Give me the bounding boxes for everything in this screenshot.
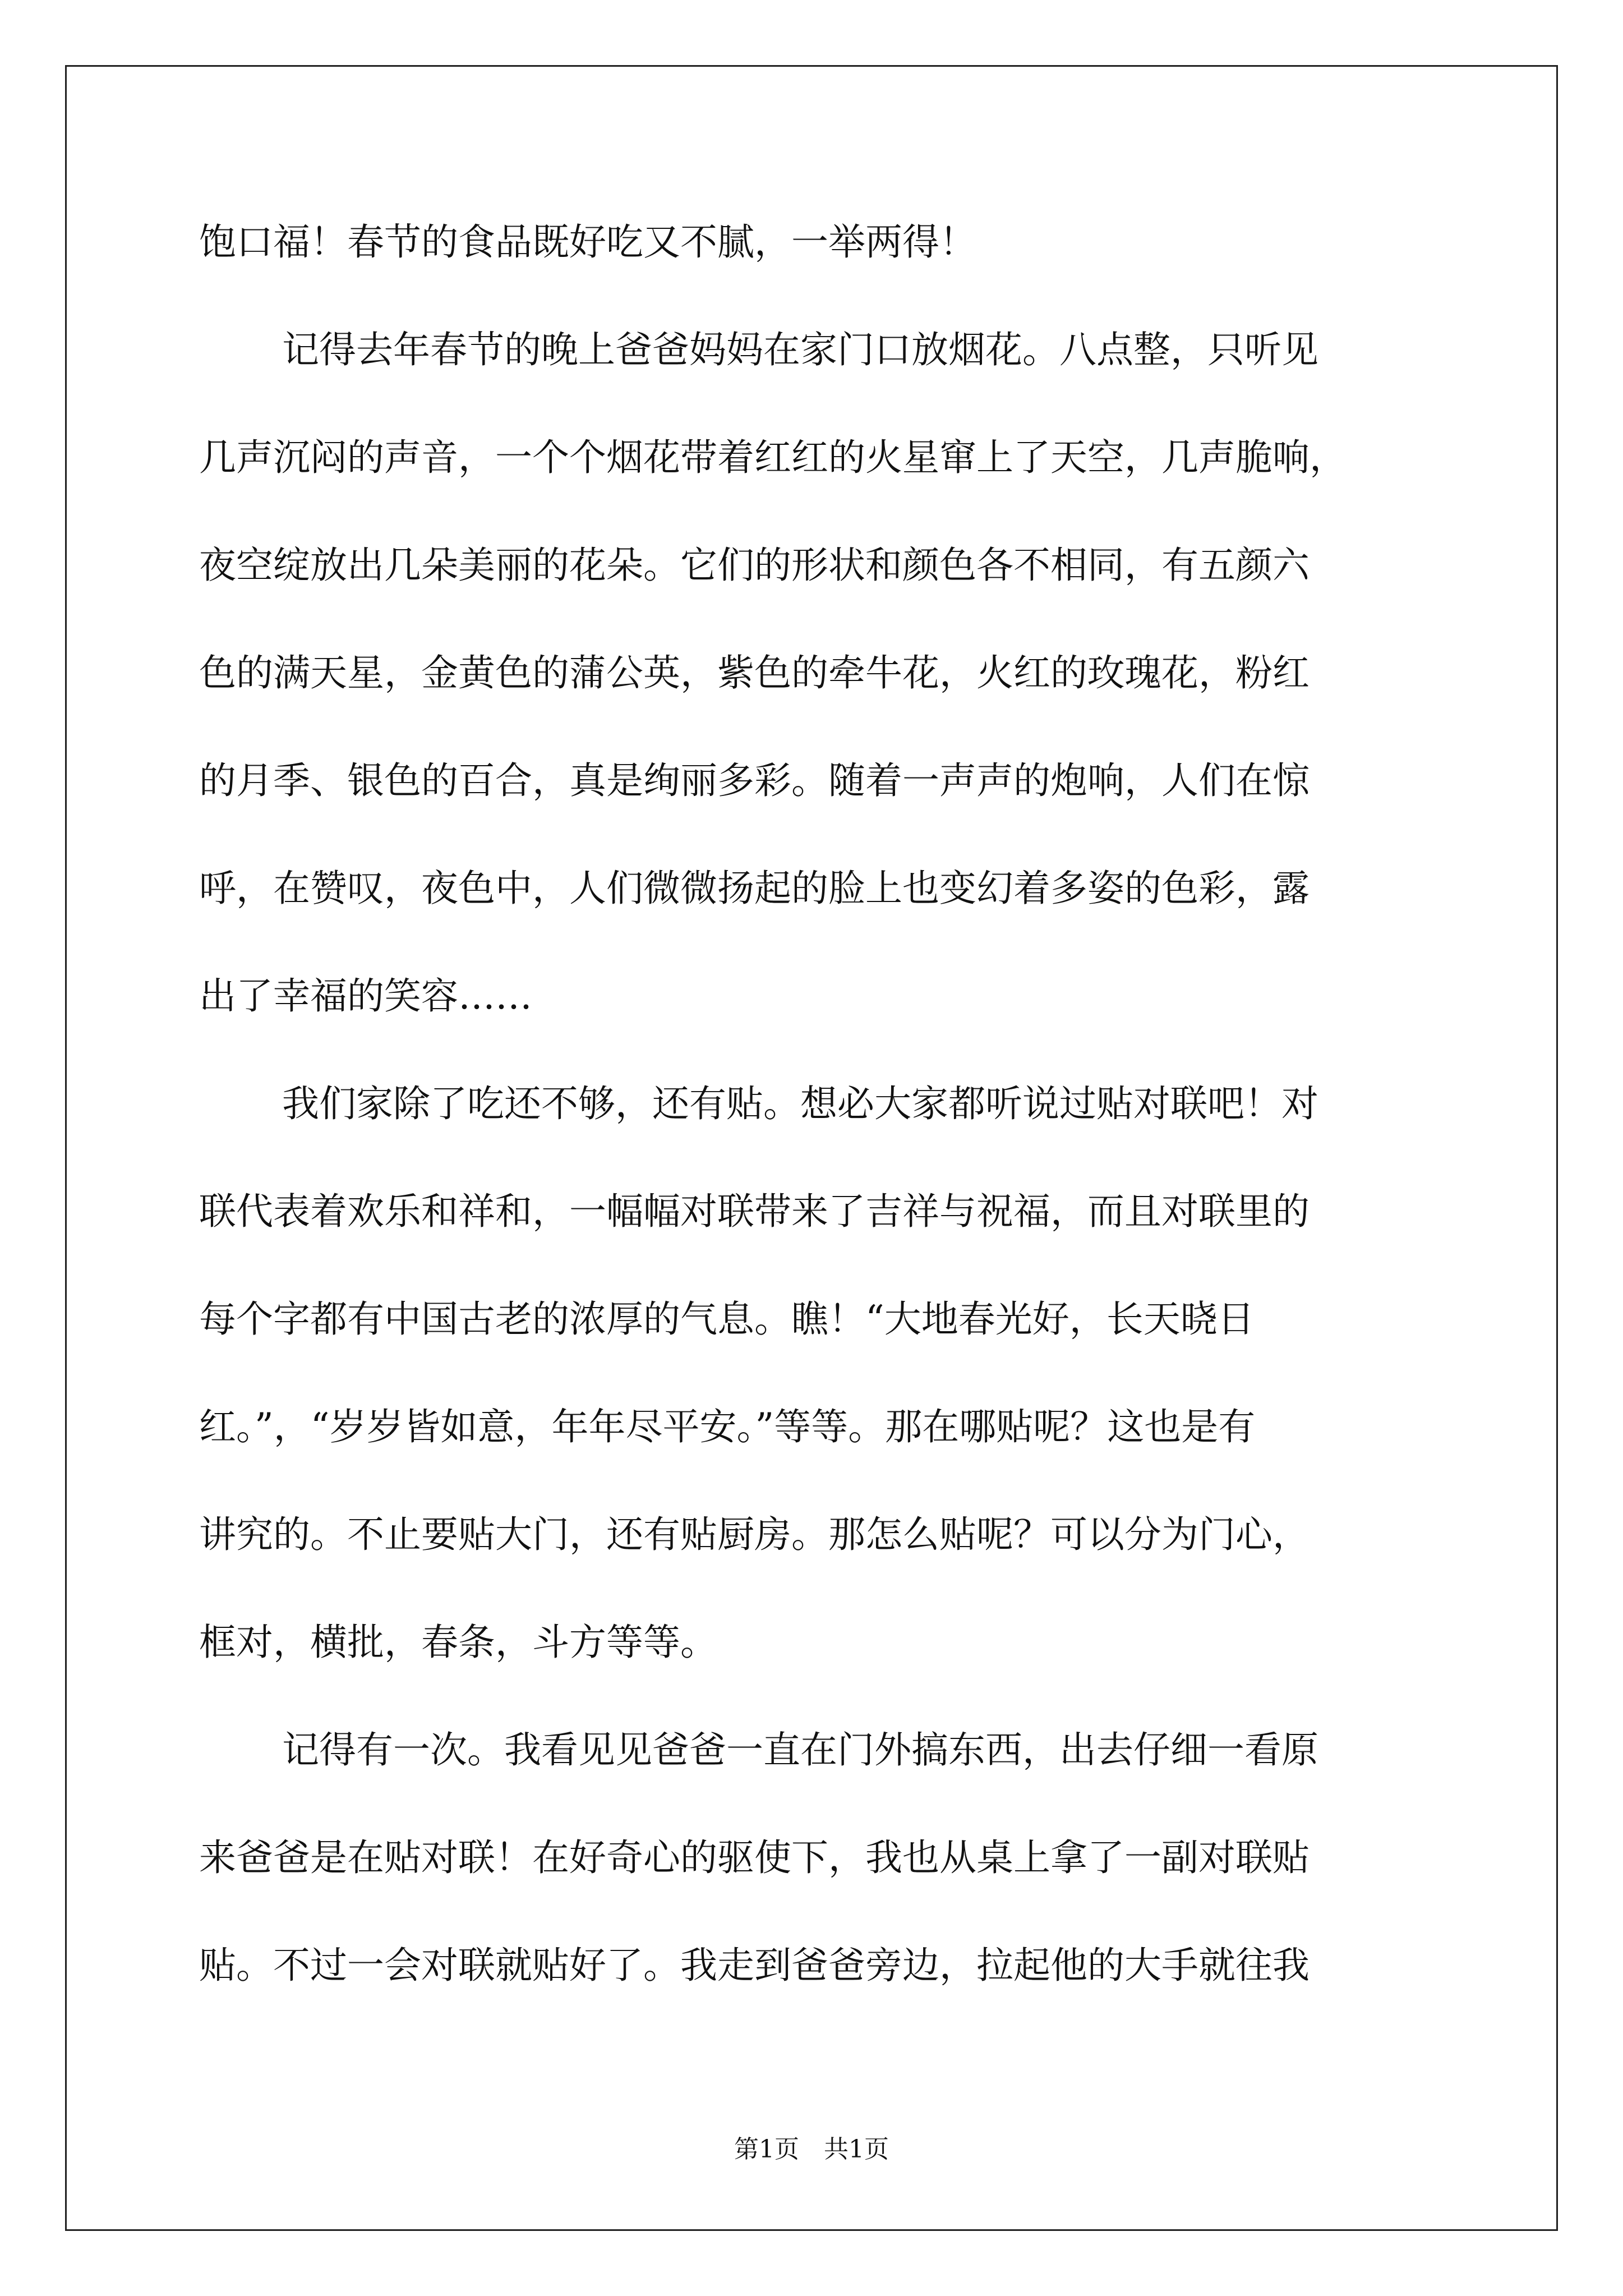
text-line: 饱口福！春节的食品既好吃又不腻，一举两得！ — [199, 220, 976, 264]
text-line: 红。”，“岁岁皆如意，年年尽平安。”等等。那在哪贴呢？这也是有 — [199, 1405, 1256, 1448]
paragraph-start-line: 记得去年春节的晚上爸爸妈妈在家门口放烟花。八点整，只听见 — [282, 328, 1318, 371]
text-line: 出了幸福的笑容…… — [199, 974, 532, 1018]
text-line: 的月季、银色的百合，真是绚丽多彩。随着一声声的炮响，人们在惊 — [199, 759, 1310, 802]
text-line: 框对，横批，春条，斗方等等。 — [199, 1621, 717, 1664]
text-line: 贴。不过一会对联就贴好了。我走到爸爸旁边，拉起他的大手就往我 — [199, 1944, 1310, 1987]
document-body — [199, 209, 1431, 2040]
text-line: 呼，在赞叹，夜色中，人们微微扬起的脸上也变幻着多姿的色彩，露 — [199, 867, 1310, 910]
page-number-footer: 第1页 共1页 — [734, 2135, 889, 2164]
text-line: 每个字都有中国古老的浓厚的气息。瞧！“大地春光好，长天晓日 — [199, 1297, 1255, 1341]
text-line: 几声沉闷的声音，一个个烟花带着红红的火星窜上了天空，几声脆响， — [199, 436, 1347, 479]
text-line: 来爸爸是在贴对联！在好奇心的驱使下，我也从桌上拿了一副对联贴 — [199, 1836, 1310, 1879]
text-line: 夜空绽放出几朵美丽的花朵。它们的形状和颜色各不相同，有五颜六 — [199, 544, 1310, 587]
text-line: 色的满天星，金黄色的蒲公英，紫色的牵牛花，火红的玫瑰花，粉红 — [199, 651, 1310, 694]
text-line: 联代表着欢乐和祥和，一幅幅对联带来了吉祥与祝福，而且对联里的 — [199, 1190, 1310, 1233]
text-line: 讲究的。不止要贴大门，还有贴厨房。那怎么贴呢？可以分为门心， — [199, 1513, 1310, 1556]
paragraph-start-line: 我们家除了吃还不够，还有贴。想必大家都听说过贴对联吧！对 — [282, 1082, 1318, 1125]
paragraph-start-line: 记得有一次。我看见见爸爸一直在门外搞东西，出去仔细一看原 — [282, 1728, 1318, 1772]
